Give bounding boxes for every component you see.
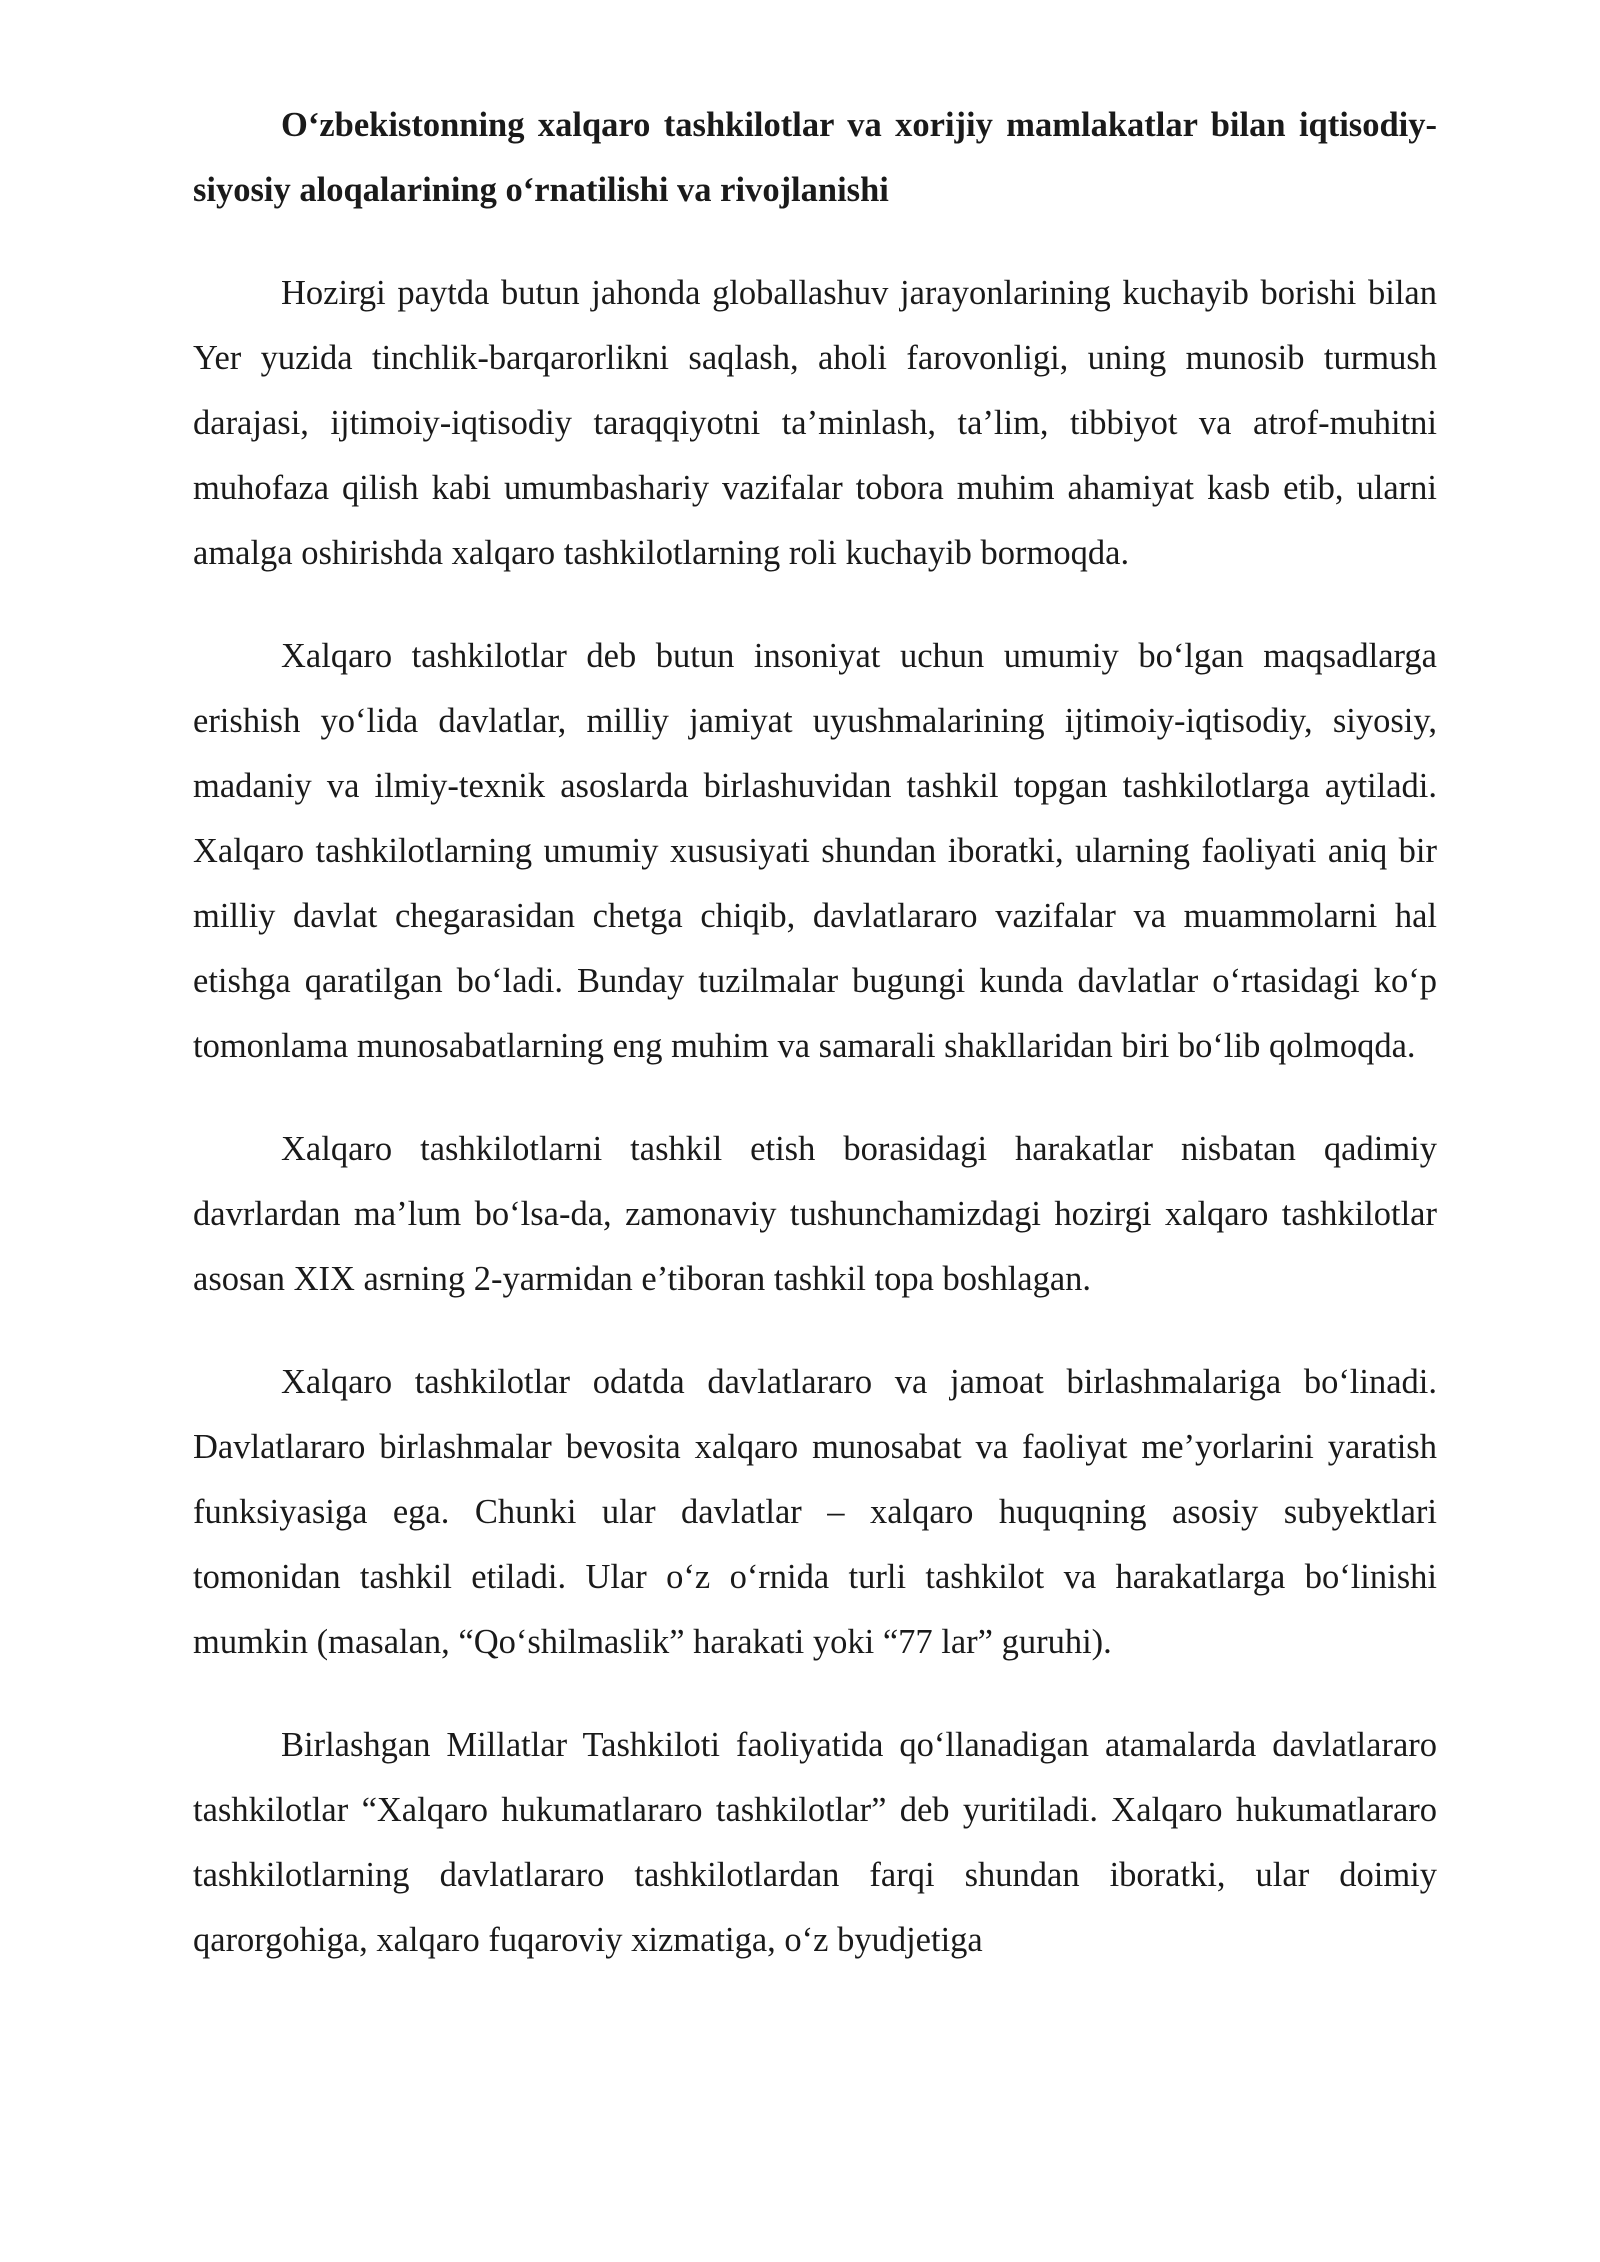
- paragraph-5: Birlashgan Millatlar Tashkiloti faoliyatida qo‘llanadigan atamalarda davlatlararo tashkilotlar “Xalqaro hukumatlararo tashkilotlar” deb yuritiladi. Xalqaro hukumatlararo tashkilotlarning davlatlararo tashkilotlardan farqi shundan iboratki, ular doimiy qarorgohiga, xalqaro fuqaroviy xizmatiga, o‘z byudjetiga: [193, 1726, 1437, 1959]
- paragraph-4: Xalqaro tashkilotlar odatda davlatlararo va jamoat birlashmalariga bo‘linadi. Davlatlararo birlashmalar bevosita xalqaro munosabat va faoliyat me’yorlarini yaratish funksiyasiga ega. Chunki ular davlatlar – xalqaro huquqning asosiy subyektlari tomonidan tashkil etiladi. Ular o‘z o‘rnida turli tashkilot va harakatlarga bo‘linishi mumkin (masalan, “Qo‘shilmaslik” harakati yoki “77 lar” guruhi).: [193, 1363, 1437, 1661]
- paragraph-2: Xalqaro tashkilotlar deb butun insoniyat uchun umumiy bo‘lgan maqsadlarga erishish yo‘lida davlatlar, milliy jamiyat uyushmalarining ijtimoiy-iqtisodiy, siyosiy, madaniy va ilmiy-texnik asoslarda birlashuvidan tashkil topgan tashkilotlarga aytiladi. Xalqaro tashkilotlarning umumiy xususiyati shundan iboratki, ularning faoliyati aniq bir milliy davlat chegarasidan chetga chiqib, davlatlararo vazifalar va muammolarni hal etishga qaratilgan bo‘ladi. Bunday tuzilmalar bugungi kunda davlatlar o‘rtasidagi ko‘p tomonlama munosabatlarning eng muhim va samarali shakllaridan biri bo‘lib qolmoqda.: [193, 637, 1437, 1065]
- paragraph-1: Hozirgi paytda butun jahonda globallashuv jarayonlarining kuchayib borishi bilan Yer yuzida tinchlik-barqarorlikni saqlash, aholi farovonligi, uning munosib turmush darajasi, ijtimoiy-iqtisodiy taraqqiyotni ta’minlash, ta’lim, tibbiyot va atrof-muhitni muhofaza qilish kabi umumbashariy vazifalar tobora muhim ahamiyat kasb etib, ularni amalga oshirishda xalqaro tashkilotlarning roli kuchayib bormoqda.: [193, 274, 1437, 572]
- document-title: O‘zbekistonning xalqaro tashkilotlar va xorijiy mamlakatlar bilan iqtisodiy-siyosiy aloqalarining o‘rnatilishi va rivojlanishi: [193, 106, 1437, 209]
- paragraph-3: Xalqaro tashkilotlarni tashkil etish borasidagi harakatlar nisbatan qadimiy davrlardan ma’lum bo‘lsa-da, zamonaviy tushunchamizdagi hozirgi xalqaro tashkilotlar asosan XIX asrning 2-yarmidan e’tiboran tashkil topa boshlagan.: [193, 1130, 1437, 1298]
- document-body: [193, 93, 1437, 1973]
